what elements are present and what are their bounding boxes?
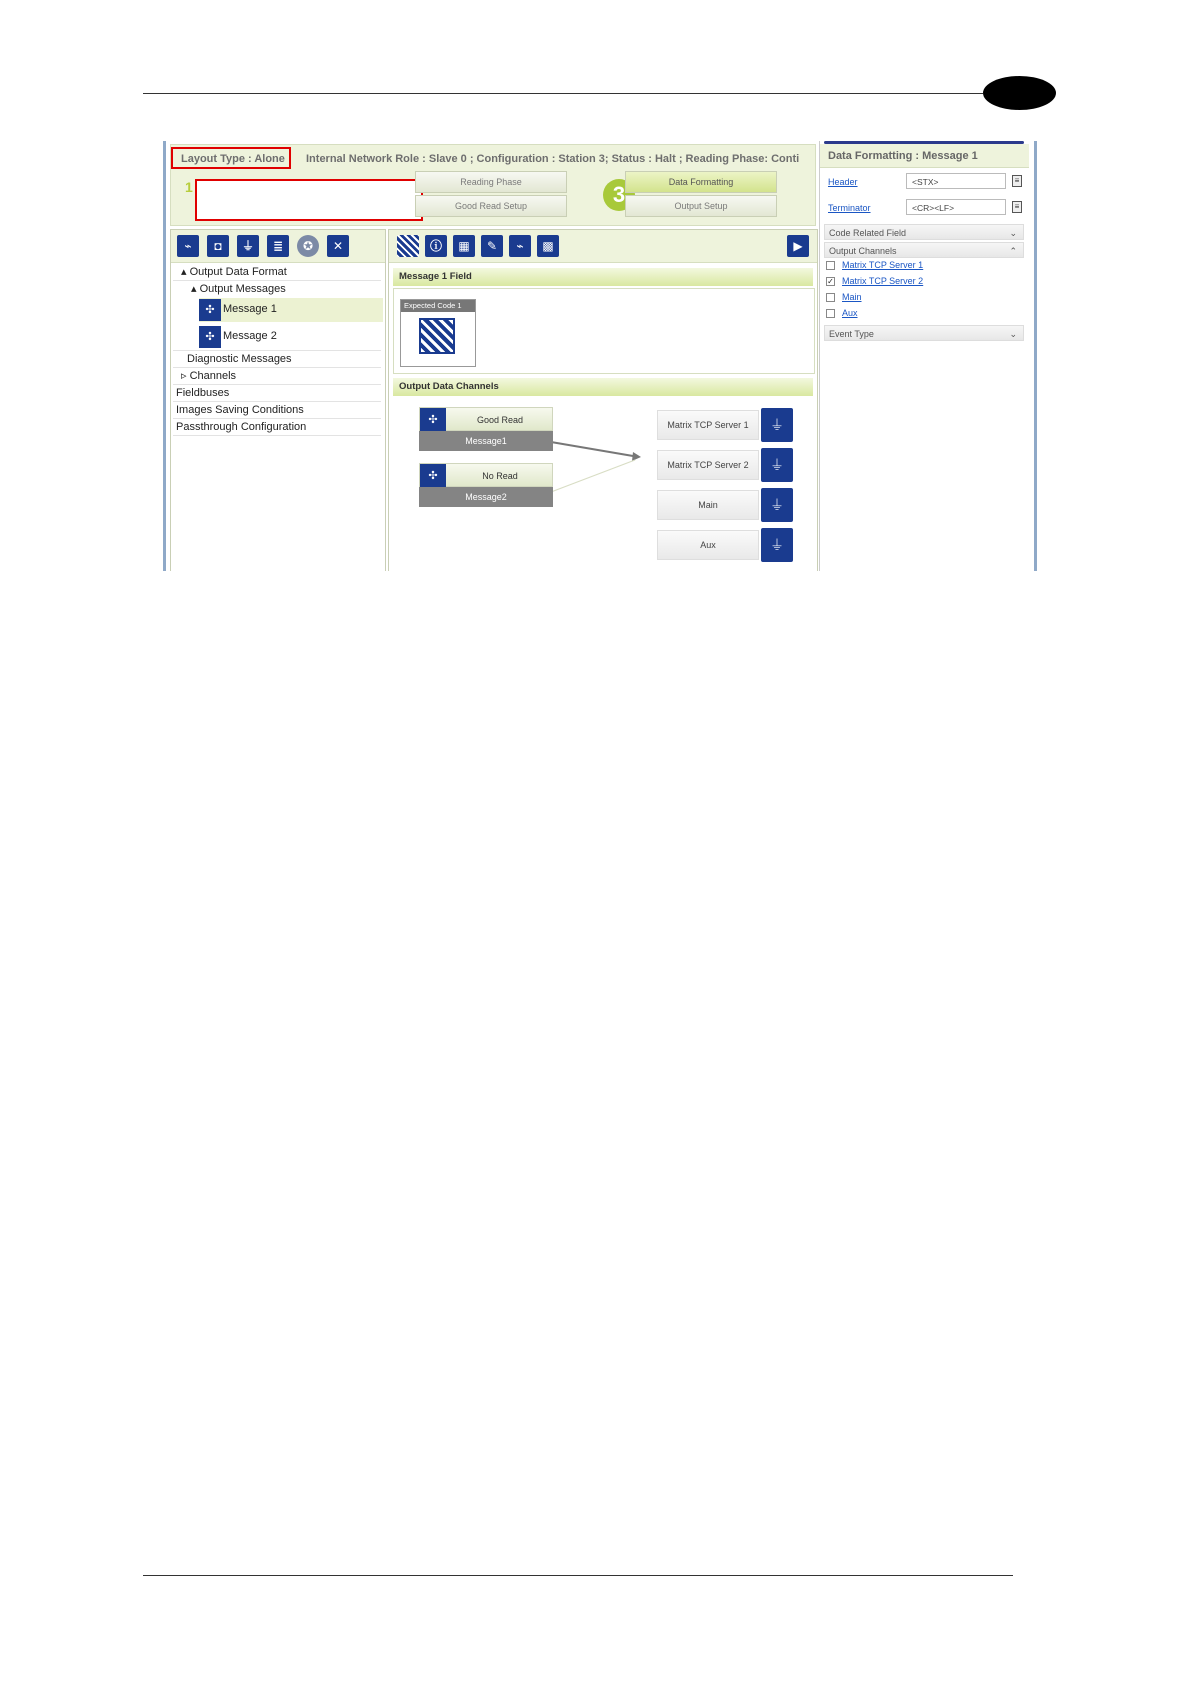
properties-panel <box>819 141 1029 571</box>
play-icon[interactable]: ▶ <box>787 235 809 257</box>
tree-item-fieldbuses[interactable] <box>176 385 229 401</box>
code-related-field-label: Code Related Field <box>829 228 907 238</box>
message-editor-panel <box>388 229 818 571</box>
tree-item-label: Message 2 <box>223 330 277 342</box>
output-channels-section[interactable] <box>824 242 1024 258</box>
tree-toolbar <box>171 230 385 263</box>
grid-layout-icon[interactable]: ▦ <box>453 235 475 257</box>
channel-main[interactable] <box>657 488 793 522</box>
channel-label: Matrix TCP Server 2 <box>657 450 759 480</box>
chapter-tab-marker <box>983 76 1056 110</box>
reading-phase-button[interactable]: Reading Phase <box>415 171 567 193</box>
channel-label: Matrix TCP Server 1 <box>657 410 759 440</box>
channel-matrix-tcp-server-1[interactable] <box>657 408 793 442</box>
application-screenshot <box>163 141 1037 571</box>
tree-item-label: Passthrough Configuration <box>176 421 307 433</box>
step-one-highlight <box>195 179 423 221</box>
tree-item-output-messages[interactable]: ▴ Output Messages <box>191 283 286 295</box>
output-channels-label: Output Channels <box>829 246 897 256</box>
info-icon[interactable]: ⓘ <box>425 235 447 257</box>
terminator-label[interactable]: Terminator <box>828 203 871 213</box>
tree-item-label: Channels <box>189 370 237 382</box>
tree-item-message-2[interactable] <box>199 325 383 349</box>
good-read-connection <box>551 442 633 456</box>
message-icon: ✣ <box>420 408 446 432</box>
plug-icon: ⏚ <box>761 448 793 482</box>
good-read-message-label: Message1 <box>419 431 553 451</box>
tree-item-message-1[interactable] <box>199 298 383 322</box>
film-reel-icon[interactable]: ✪ <box>297 235 319 257</box>
properties-title: Data Formatting : Message 1 <box>820 144 1029 168</box>
plug-icon: ⏚ <box>761 408 793 442</box>
channel-checkbox[interactable] <box>826 261 835 270</box>
tree-divider <box>173 435 381 436</box>
chevron-up-icon: ⌃ <box>1009 246 1017 256</box>
message-icon: ✣ <box>199 326 221 348</box>
close-icon[interactable]: ✕ <box>327 235 349 257</box>
code-related-field-section[interactable] <box>824 224 1024 240</box>
signal-icon[interactable]: ⌁ <box>177 235 199 257</box>
camera-export-icon[interactable]: ◘ <box>207 235 229 257</box>
event-type-label: Event Type <box>829 329 874 339</box>
channel-label[interactable]: Main <box>842 292 862 302</box>
connector-icon[interactable]: ⏚ <box>237 235 259 257</box>
output-data-channels-header: Output Data Channels <box>393 378 813 396</box>
header-label[interactable]: Header <box>828 177 858 187</box>
tree-item-channels[interactable]: ▹ Channels <box>181 370 237 382</box>
good-read-setup-button[interactable]: Good Read Setup <box>415 195 567 217</box>
header-row <box>826 172 1026 192</box>
channel-checkbox-checked[interactable]: ✓ <box>827 277 834 286</box>
data-formatting-button[interactable]: Data Formatting <box>625 171 777 193</box>
step-three-marker: 3 <box>603 179 635 211</box>
tree-item-images-saving-conditions[interactable] <box>176 402 304 418</box>
message-icon: ✣ <box>199 299 221 321</box>
channel-checkbox[interactable] <box>826 309 835 318</box>
network-status-text: Internal Network Role : Slave 0 ; Configuration : Station 3; Status : Halt ; Reading Phase: Conti <box>306 153 800 165</box>
channel-aux[interactable] <box>657 528 793 562</box>
good-read-label: Good Read <box>476 415 524 425</box>
channel-checkbox[interactable] <box>826 293 835 302</box>
no-read-output[interactable] <box>419 463 553 509</box>
tree-item-label: Output Data Format <box>189 266 287 278</box>
no-read-message-label: Message2 <box>419 487 553 507</box>
channel-label[interactable]: Aux <box>842 308 858 318</box>
channel-label[interactable]: Matrix TCP Server 2 <box>842 276 924 286</box>
arrowhead-icon <box>632 452 641 461</box>
event-type-section[interactable] <box>824 325 1024 341</box>
plug-icon: ⏚ <box>761 528 793 562</box>
tree-item-label: Output Messages <box>199 283 286 295</box>
no-read-label: No Read <box>482 471 518 481</box>
tree-item-passthrough-configuration[interactable] <box>176 419 306 435</box>
terminator-field[interactable]: <CR><LF> <box>906 199 1006 215</box>
tree-item-diagnostic-messages[interactable] <box>187 351 292 367</box>
header-field[interactable]: <STX> <box>906 173 1006 189</box>
message-field-header: Message 1 Field <box>393 268 813 286</box>
pencil-icon[interactable]: ✎ <box>481 235 503 257</box>
chevron-down-icon: ⌄ <box>1009 329 1017 339</box>
message-icon: ✣ <box>420 464 446 488</box>
wizard-step-bar <box>170 144 816 226</box>
good-read-header <box>419 407 553 431</box>
terminator-row <box>826 198 1026 218</box>
page-footer-rule <box>143 1575 1013 1576</box>
plug-icon: ⏚ <box>761 488 793 522</box>
no-read-header <box>419 463 553 487</box>
expected-code-label: Expected Code 1 <box>401 300 475 312</box>
tree-item-label: Diagnostic Messages <box>187 353 292 365</box>
signal-icon[interactable]: ⌁ <box>509 235 531 257</box>
channel-matrix-tcp-server-2[interactable] <box>657 448 793 482</box>
chevron-down-icon: ⌄ <box>1009 228 1017 238</box>
datamatrix-icon[interactable]: ▩ <box>537 235 559 257</box>
step-one-marker: 1 <box>185 179 193 195</box>
good-read-output[interactable] <box>419 407 553 453</box>
edit-terminator-icon[interactable]: ≡ <box>1012 201 1022 213</box>
tree-item-label: Message 1 <box>223 303 277 315</box>
channel-label: Aux <box>657 530 759 560</box>
output-setup-button[interactable]: Output Setup <box>625 195 777 217</box>
navigation-tree-panel <box>170 229 386 571</box>
tree-item-output-data-format[interactable]: ▴ Output Data Format <box>181 266 287 278</box>
page-header-rule <box>143 93 983 94</box>
channel-label: Main <box>657 490 759 520</box>
edit-header-icon[interactable]: ≡ <box>1012 175 1022 187</box>
no-read-connection <box>551 460 635 492</box>
tree-item-label: Images Saving Conditions <box>176 404 304 416</box>
channel-label[interactable]: Matrix TCP Server 1 <box>842 260 924 270</box>
dvp-icon[interactable]: ≣ <box>267 235 289 257</box>
layout-type-status: Layout Type : Alone <box>181 153 285 165</box>
tree-item-label: Fieldbuses <box>176 387 230 399</box>
